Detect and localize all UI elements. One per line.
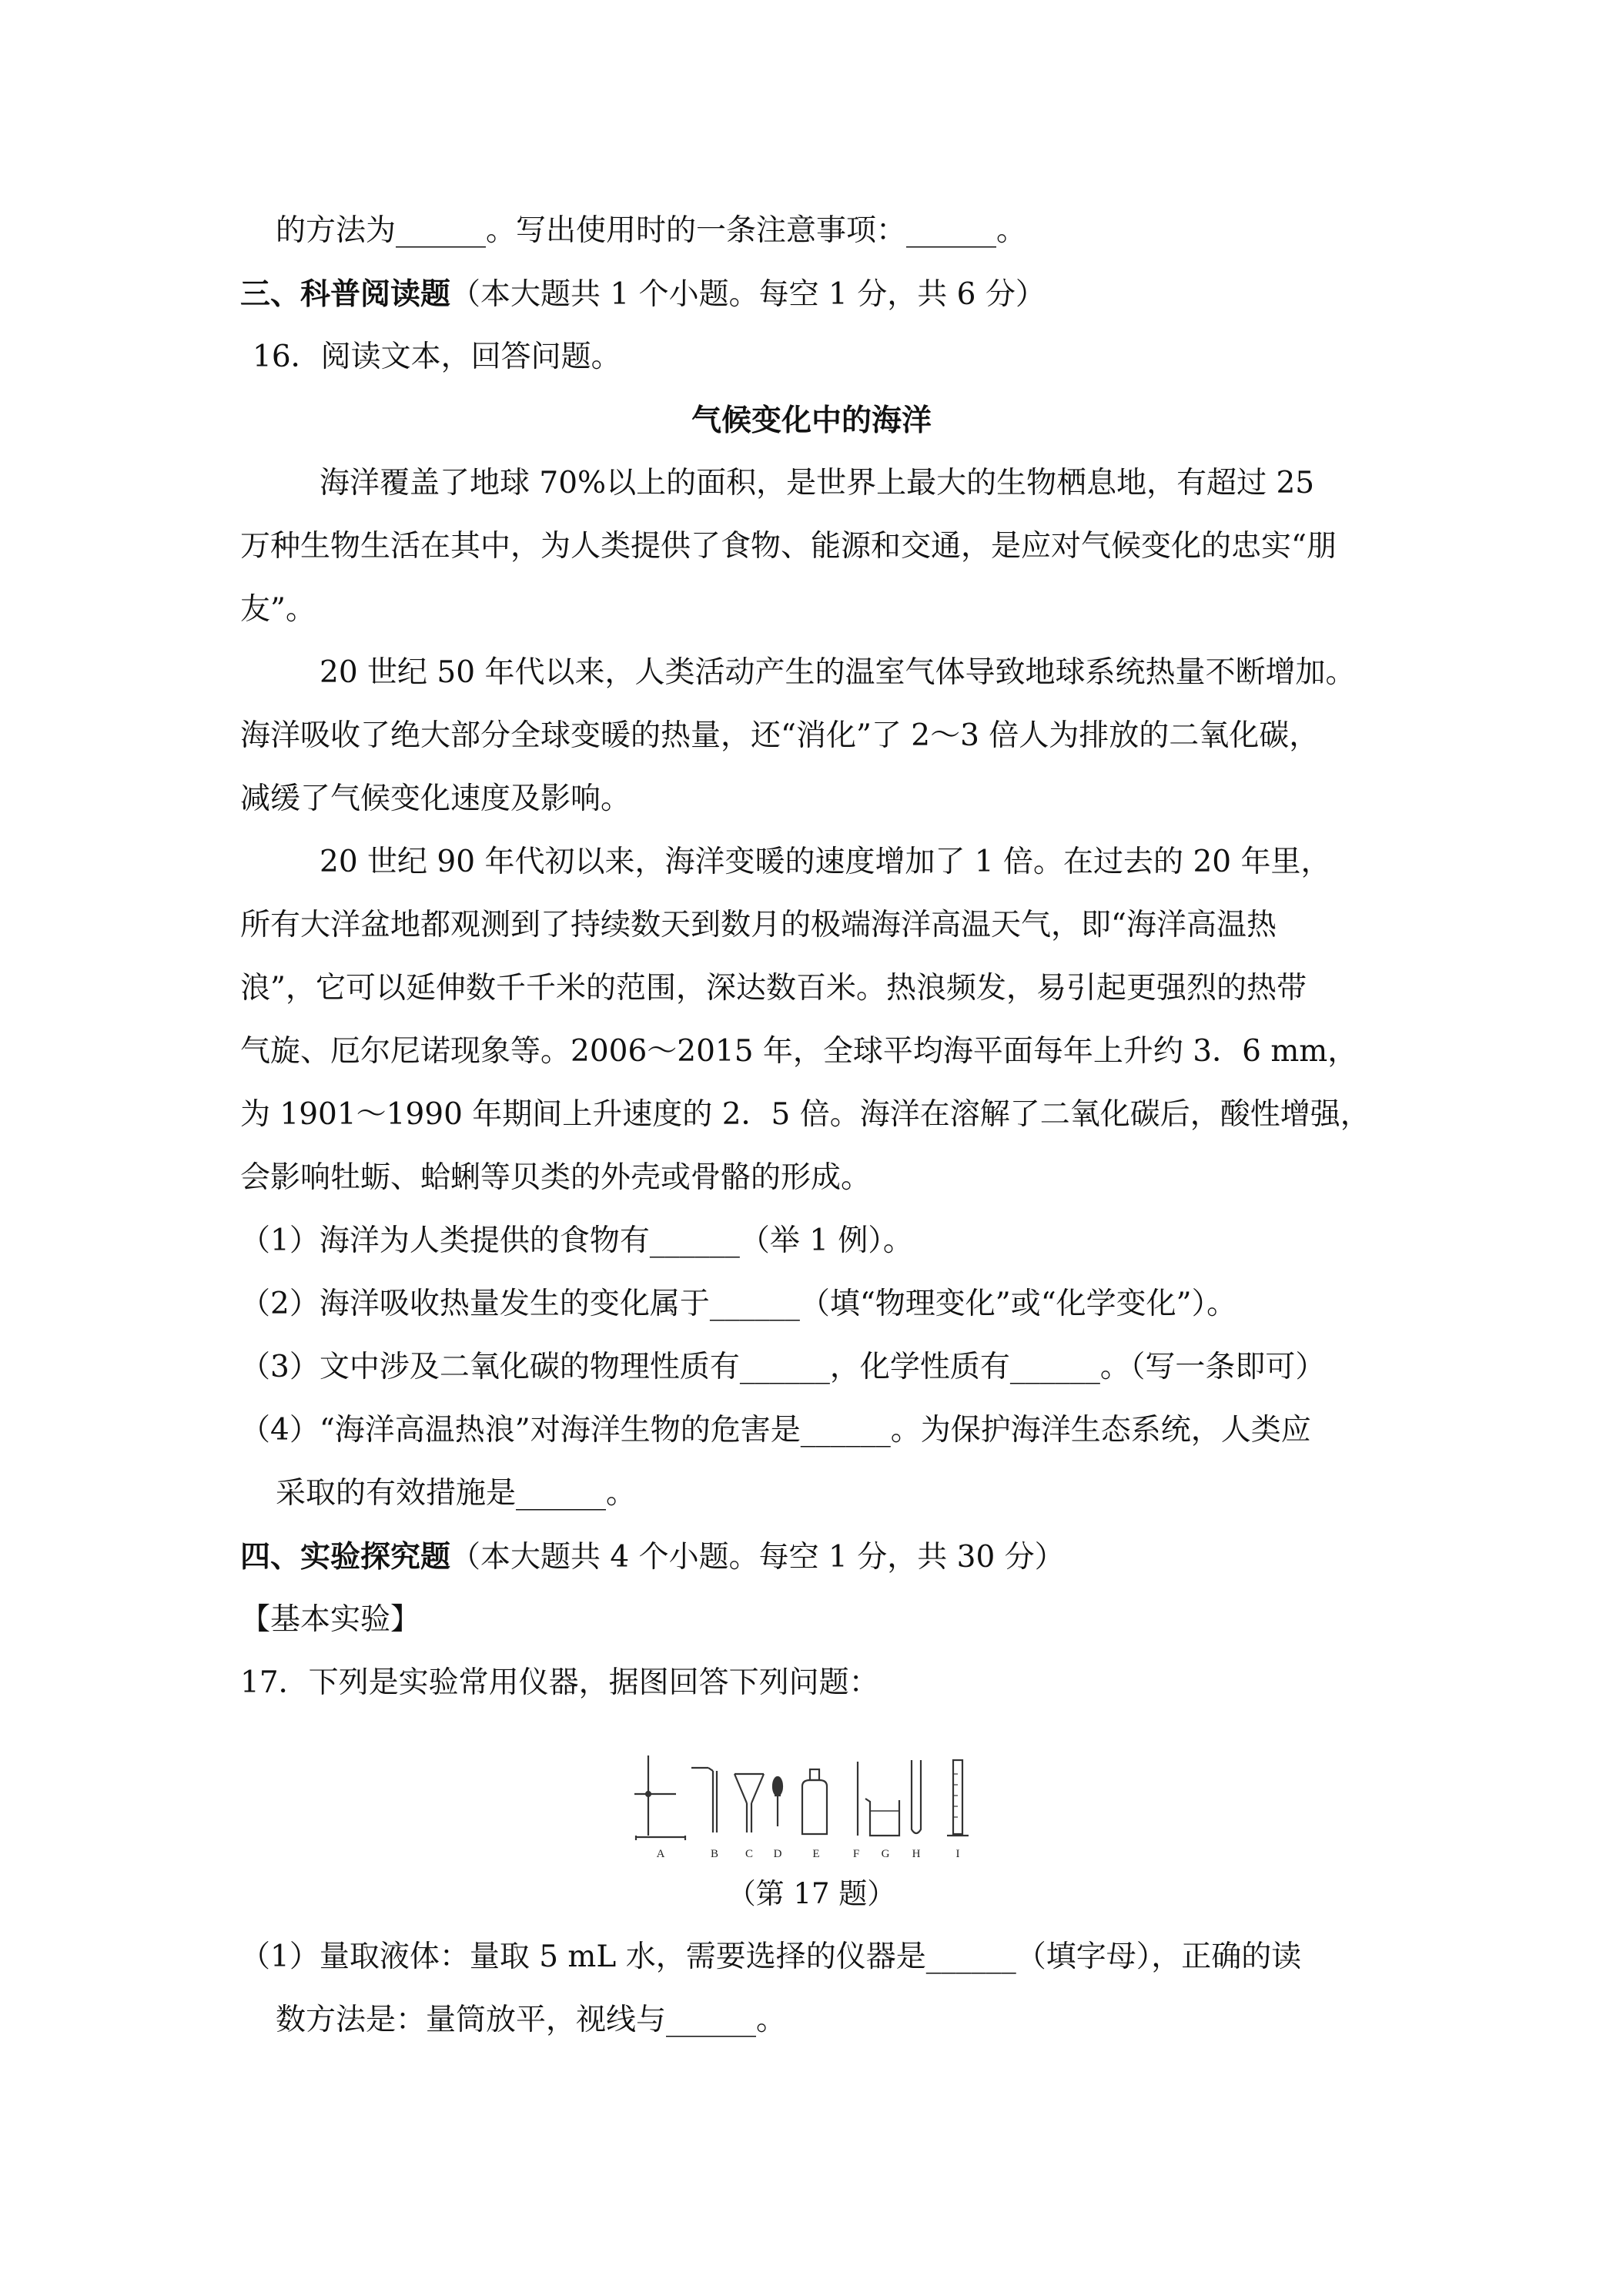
sub-question: 数方法是：量筒放平，视线与______。 [276, 2003, 787, 2037]
figure-label-f: F [852, 1848, 860, 1860]
figure-label-d: D [773, 1848, 782, 1860]
paragraph-line: 友”。 [240, 592, 316, 627]
figure-label-b: B [710, 1848, 719, 1860]
figure-caption: （第 17 题） [727, 1877, 896, 1910]
beaker-icon [865, 1799, 899, 1836]
figure-label-i: I [955, 1848, 960, 1860]
test-tube-icon [912, 1760, 921, 1833]
dropper-icon [773, 1777, 782, 1826]
section-heading-note: （本大题共 1 个小题。每空 1 分，共 6 分） [450, 277, 1046, 312]
sub-question: （3）文中涉及二氧化碳的物理性质有______，化学性质有______。（写一条即可） [240, 1350, 1326, 1384]
paragraph-line: 海洋吸收了绝大部分全球变暖的热量，还“消化”了 2～3 倍人为排放的二氧化碳， [240, 718, 1320, 753]
sub-question: （2）海洋吸收热量发生的变化属于______（填“物理变化”或“化学变化”）。 [240, 1287, 1237, 1321]
figure-label-c: C [745, 1848, 754, 1860]
sub-question: （4）“海洋高温热浪”对海洋生物的危害是______。为保护海洋生态系统，人类应 [240, 1413, 1311, 1448]
subsection-label: 【基本实验】 [240, 1602, 421, 1637]
section-heading [240, 276, 1046, 313]
sub-question: （1）海洋为人类提供的食物有______（举 1 例）。 [240, 1223, 913, 1258]
figure-label-a: A [656, 1848, 665, 1860]
reagent-bottle-icon [802, 1769, 827, 1834]
paragraph-line: 20 世纪 90 年代初以来，海洋变暖的速度增加了 1 倍。在过去的 20 年里， [320, 845, 1331, 879]
graduated-cylinder-icon [947, 1760, 969, 1836]
paragraph-line: 浪”，它可以延伸数千千米的范围，深达数百米。热浪频发，易引起更强烈的热带 [240, 971, 1307, 1006]
question-stem: 16．阅读文本，回答问题。 [253, 340, 621, 374]
figure-label-e: E [812, 1848, 820, 1860]
section-heading-title: 三、科普阅读题 [240, 276, 451, 312]
funnel-icon [735, 1774, 764, 1832]
section-heading [240, 1538, 1065, 1576]
lab-apparatus-drawings [634, 1755, 969, 1840]
paragraph-line: 会影响牡蛎、蛤蜊等贝类的外壳或骨骼的形成。 [240, 1160, 872, 1195]
section-heading-title: 四、实验探究题 [240, 1539, 451, 1575]
paragraph-line: 20 世纪 50 年代以来，人类活动产生的温室气体导致地球系统热量不断增加。 [320, 655, 1356, 690]
text-line: 的方法为______。写出使用时的一条注意事项：______。 [276, 213, 1027, 248]
paragraph-line: 减缓了气候变化速度及影响。 [240, 782, 631, 816]
paragraph-line: 气旋、厄尔尼诺现象等。2006～2015 年，全球平均海平面每年上升约 3．6 mm， [240, 1034, 1358, 1069]
test-tube-clamp-icon [691, 1768, 717, 1832]
paragraph-line: 海洋覆盖了地球 70%以上的面积，是世界上最大的生物栖息地，有超过 25 [320, 466, 1315, 500]
paragraph-line: 所有大洋盆地都观测到了持续数天到数月的极端海洋高温天气，即“海洋高温热 [240, 908, 1277, 942]
question-stem: 17．下列是实验常用仪器，据图回答下列问题： [240, 1665, 879, 1700]
figure-label-g: G [881, 1848, 890, 1860]
sub-question: 采取的有效措施是______。 [276, 1476, 637, 1511]
section-heading-note: （本大题共 4 个小题。每空 1 分，共 30 分） [450, 1540, 1065, 1575]
paragraph-line: 为 1901～1990 年期间上升速度的 2．5 倍。海洋在溶解了二氧化碳后，酸性增强， [240, 1097, 1370, 1132]
lab-apparatus-figure [631, 1740, 1001, 1863]
sub-question: （1）量取液体：量取 5 mL 水，需要选择的仪器是______（填字母），正确的读 [240, 1940, 1302, 1974]
paragraph-line: 万种生物生活在其中，为人类提供了食物、能源和交通，是应对气候变化的忠实“朋 [240, 529, 1337, 564]
article-title: 气候变化中的海洋 [691, 403, 932, 438]
figure-label-h: H [912, 1848, 921, 1860]
iron-stand-icon [634, 1755, 685, 1840]
